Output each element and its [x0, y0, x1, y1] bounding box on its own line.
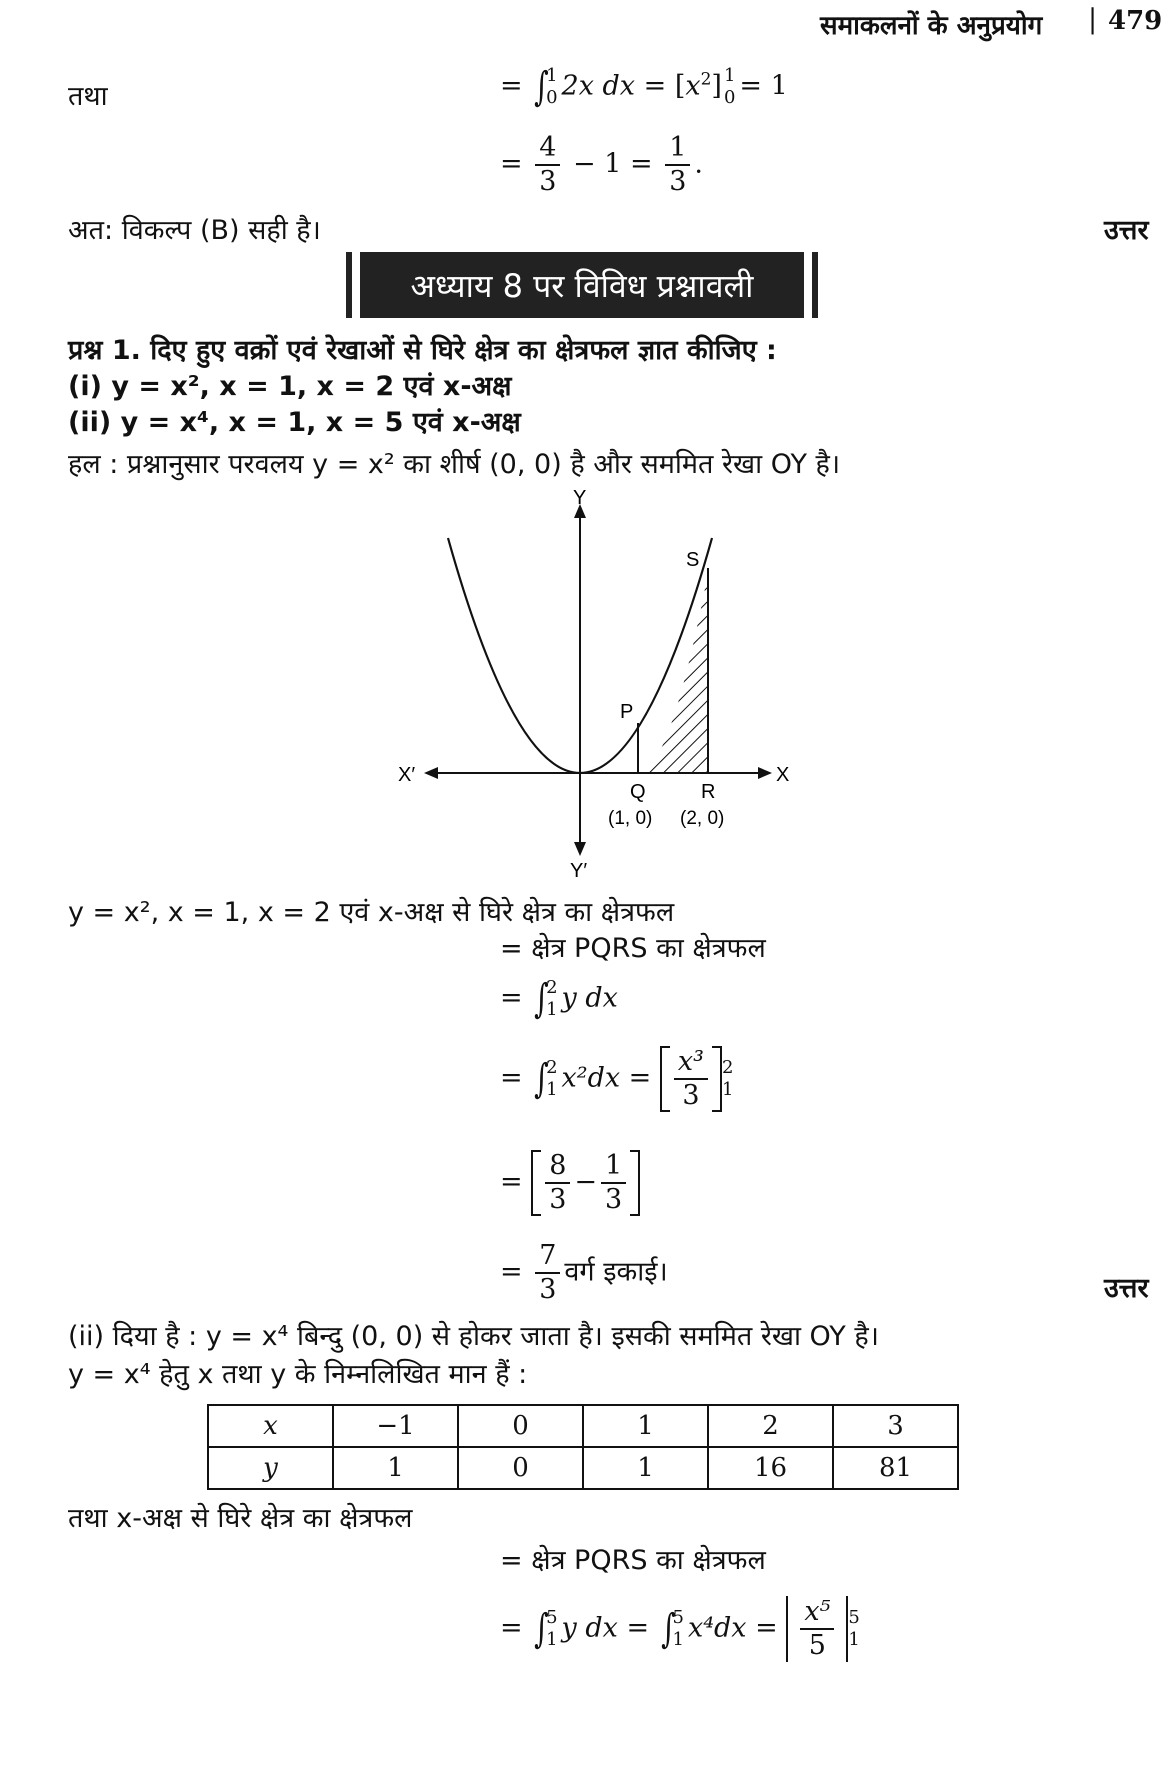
- question-part1: (i) y = x², x = 1, x = 2 एवं x-अक्ष: [68, 371, 512, 402]
- label-s: S: [686, 549, 700, 571]
- table-cell: y: [208, 1447, 333, 1489]
- part2-area-statement: तथा x-अक्ष से घिरे क्षेत्र का क्षेत्रफल: [68, 1503, 413, 1534]
- label-y: Y: [573, 490, 587, 509]
- label-p: P: [620, 701, 634, 723]
- part1-answer: उत्तर: [1104, 1273, 1149, 1304]
- shaded-region: [638, 573, 708, 773]
- label-r: R: [701, 781, 716, 803]
- parabola-figure: [380, 490, 800, 880]
- table-cell: 1: [333, 1447, 458, 1489]
- intro-conclusion: अत: विकल्प (B) सही है।: [68, 215, 321, 246]
- intro-answer: उत्तर: [1104, 215, 1149, 246]
- tatha-label: तथा: [68, 81, 108, 112]
- label-x: X: [776, 764, 790, 786]
- exercise-banner: अध्याय 8 पर विविध प्रश्नावली: [360, 252, 804, 318]
- part2-step2: = ∫ 5 1 y dx = ∫ 5 1 x⁴dx = $\frac{\text{x⁵}}{5}$ 5 1: [500, 1596, 860, 1661]
- label-y-prime: Y′: [570, 860, 588, 880]
- part2-values-intro: y = x⁴ हेतु x तथा y के निम्नलिखित मान हैं :: [68, 1359, 528, 1390]
- table-cell: 1: [583, 1405, 708, 1447]
- table-cell: 81: [833, 1447, 958, 1489]
- x-arrow-right: [758, 767, 772, 779]
- table-row: [208, 1405, 958, 1447]
- header-separator: |: [1088, 4, 1098, 35]
- label-q: Q: [630, 781, 646, 803]
- part1-step4: = $\frac{8}{3}$ − $\frac{1}{3}$: [500, 1150, 640, 1216]
- table-row: [208, 1447, 958, 1489]
- page-number: 479: [1108, 6, 1163, 36]
- intro-eq2: = $\frac{4}{3}$ − 1 = $\frac{1}{3}$ .: [500, 132, 703, 197]
- part1-step3: = ∫ 2 1 x²dx = $\frac{\text{x³}}{3}$ 2 1: [500, 1046, 734, 1111]
- part1-step1: = क्षेत्र PQRS का क्षेत्रफल: [500, 933, 766, 964]
- table-cell: x: [208, 1405, 333, 1447]
- part1-step5: = $\frac{7}{3}$ वर्ग इकाई।: [500, 1240, 668, 1305]
- question-part2: (ii) y = x⁴, x = 1, x = 5 एवं x-अक्ष: [68, 407, 521, 438]
- label-q-coord: (1, 0): [608, 808, 653, 829]
- table-cell: 1: [583, 1447, 708, 1489]
- part2-step1: = क्षेत्र PQRS का क्षेत्रफल: [500, 1545, 766, 1576]
- table-cell: 3: [833, 1405, 958, 1447]
- label-x-prime: X′: [398, 764, 416, 786]
- solution-intro: हल : प्रश्नानुसार परवलय y = x² का शीर्ष (0, 0) है और सममित रेखा OY है।: [68, 449, 841, 480]
- part2-given: (ii) दिया है : y = x⁴ बिन्दु (0, 0) से होकर जाता है। इसकी सममित रेखा OY है।: [68, 1321, 879, 1352]
- table-cell: 0: [458, 1405, 583, 1447]
- table-cell: 2: [708, 1405, 833, 1447]
- table-cell: 0: [458, 1447, 583, 1489]
- values-table: [207, 1404, 959, 1490]
- question-title: प्रश्न 1. दिए हुए वक्रों एवं रेखाओं से घिरे क्षेत्र का क्षेत्रफल ज्ञात कीजिए :: [68, 335, 777, 366]
- part1-step2: = ∫ 2 1 y dx: [500, 976, 618, 1022]
- y-arrow-down: [574, 842, 586, 856]
- table-cell: −1: [333, 1405, 458, 1447]
- label-r-coord: (2, 0): [680, 808, 725, 829]
- intro-eq1: = ∫ 1 0 2x dx = $[x^2]$ 1 0 = 1: [500, 64, 788, 110]
- table-cell: 16: [708, 1447, 833, 1489]
- header-title: समाकलनों के अनुप्रयोग: [820, 11, 1043, 41]
- part1-statement: y = x², x = 1, x = 2 एवं x-अक्ष से घिरे क्षेत्र का क्षेत्रफल: [68, 897, 675, 928]
- x-arrow-left: [424, 767, 438, 779]
